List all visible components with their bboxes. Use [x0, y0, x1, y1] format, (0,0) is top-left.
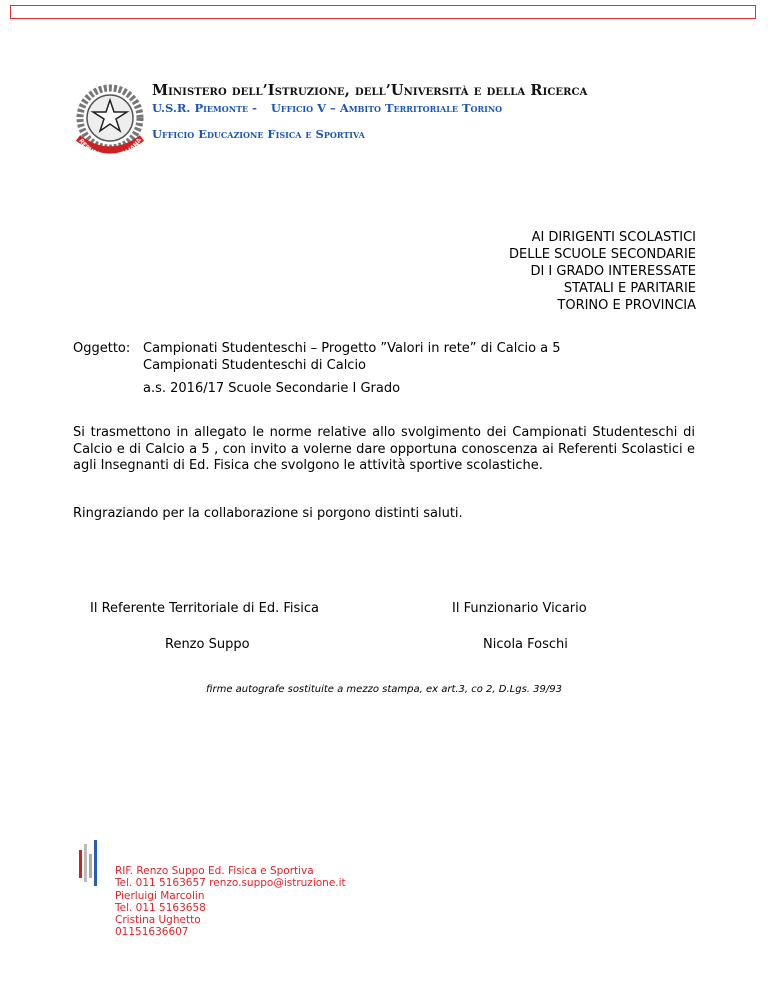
- signature-left-title: Il Referente Territoriale di Ed. Fisica: [90, 601, 320, 616]
- recipients-block: [509, 229, 696, 314]
- ministry-title: Ministero dell’Istruzione, dell’Università e della Ricerca: [152, 82, 588, 99]
- top-frame: [10, 5, 756, 19]
- signature-left-name: Renzo Suppo: [165, 637, 250, 652]
- footnote: firme autografe sostituite a mezzo stampa, ex art.3, co 2, D.Lgs. 39/93: [206, 684, 562, 695]
- subject-label: Oggetto:: [73, 341, 131, 356]
- recipient-line: DI I GRADO INTERESSATE: [530, 264, 696, 279]
- office-line: [152, 101, 587, 115]
- body-paragraph-2: Ringraziando per la collaborazione si porgono distinti saluti.: [73, 506, 463, 521]
- emblem-icon: [68, 78, 152, 164]
- usr-label: U.S.R. Piemonte -: [152, 101, 257, 115]
- footer-line: Tel. 011 5163658: [115, 901, 206, 914]
- footer-contacts: [115, 865, 346, 939]
- footer-line: 01151636607: [115, 926, 189, 939]
- department-label: Ufficio Educazione Fisica e Sportiva: [152, 127, 365, 141]
- subject-line-3: a.s. 2016/17 Scuole Secondarie I Grado: [143, 381, 401, 396]
- footer-line: Cristina Ughetto: [115, 914, 201, 927]
- recipient-line: AI DIRIGENTI SCOLASTICI: [531, 230, 696, 245]
- office-logo-icon: [78, 840, 100, 886]
- office-label: Ufficio V – Ambito Territoriale Torino: [270, 101, 503, 115]
- footer-line: RIF. Renzo Suppo Ed. Fisica e Sportiva: [115, 865, 314, 877]
- footer-line: Tel. 011 5163657 renzo.suppo@istruzione.it: [115, 877, 346, 890]
- subject-block: [73, 340, 561, 397]
- subject-line-1: Campionati Studenteschi – Progetto ”Valori in rete” di Calcio a 5: [143, 341, 561, 356]
- subject-line-2: Campionati Studenteschi di Calcio: [143, 358, 367, 373]
- recipient-line: STATALI E PARITARIE: [563, 281, 696, 296]
- footer-line: Pierluigi Marcolin: [115, 889, 205, 902]
- signature-right-title: Il Funzionario Vicario: [452, 601, 587, 616]
- recipient-line: TORINO E PROVINCIA: [557, 298, 696, 313]
- emblem-text: REPUBBLICA ITALIANA: [77, 136, 144, 161]
- signature-right-name: Nicola Foschi: [483, 637, 568, 652]
- body-paragraph-1: Si trasmettono in allegato le norme relative allo svolgimento dei Campionati Studenteschi di Calcio e di Calcio a 5 , con invito a volerne dare opportuna conoscenza ai Referenti Scolastici e agli Insegnanti di Ed. Fisica che svolgono le attività sportive scolastiche.: [73, 425, 695, 473]
- letterhead: [152, 82, 587, 141]
- recipient-line: DELLE SCUOLE SECONDARIE: [509, 247, 696, 262]
